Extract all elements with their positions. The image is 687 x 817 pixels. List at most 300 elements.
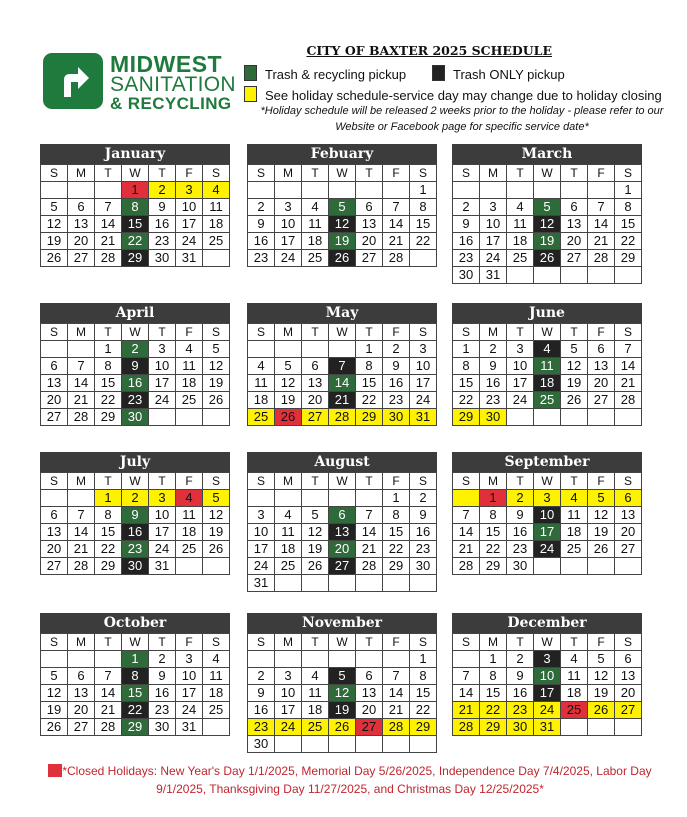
weekday-header: T	[149, 634, 176, 651]
day-cell: 18	[302, 233, 329, 250]
week-row	[248, 216, 437, 233]
weekday-header: F	[176, 473, 203, 490]
day-cell: 19	[302, 541, 329, 558]
day-cell: 26	[203, 541, 230, 558]
week-row	[248, 575, 437, 592]
day-cell: 12	[329, 216, 356, 233]
day-cell: 30	[453, 267, 480, 284]
empty-cell	[534, 267, 561, 284]
weekday-header: F	[588, 473, 615, 490]
empty-cell	[68, 651, 95, 668]
day-cell: 7	[383, 668, 410, 685]
day-cell: 7	[329, 358, 356, 375]
day-cell: 15	[480, 685, 507, 702]
day-cell: 18	[275, 541, 302, 558]
weekday-header: M	[68, 324, 95, 341]
day-cell: 16	[480, 375, 507, 392]
day-cell: 1	[480, 651, 507, 668]
day-cell: 17	[176, 216, 203, 233]
legend-black	[432, 65, 565, 82]
day-cell: 18	[561, 685, 588, 702]
empty-cell	[41, 182, 68, 199]
empty-cell	[480, 182, 507, 199]
day-cell: 15	[383, 524, 410, 541]
day-cell: 16	[149, 216, 176, 233]
week-row	[41, 524, 230, 541]
weekday-header: S	[453, 324, 480, 341]
weekday-header: T	[95, 165, 122, 182]
day-cell: 12	[561, 358, 588, 375]
day-cell: 8	[615, 199, 642, 216]
empty-cell	[410, 736, 437, 753]
day-cell: 20	[41, 392, 68, 409]
day-cell: 3	[149, 341, 176, 358]
empty-cell	[507, 267, 534, 284]
legend-yellow-label: See holiday schedule-service day may change due to holiday closing	[265, 88, 662, 103]
day-cell: 11	[561, 668, 588, 685]
weekday-header: S	[615, 324, 642, 341]
month-title: November	[247, 613, 437, 633]
company-logo	[42, 51, 236, 114]
day-cell: 1	[95, 341, 122, 358]
week-row	[41, 392, 230, 409]
month-febuary	[247, 144, 437, 267]
weekday-header: M	[68, 634, 95, 651]
day-cell: 2	[122, 341, 149, 358]
day-cell: 10	[176, 199, 203, 216]
day-cell: 19	[588, 524, 615, 541]
week-row	[453, 267, 642, 284]
month-june	[452, 303, 642, 426]
day-cell: 13	[329, 524, 356, 541]
weekday-header: T	[561, 165, 588, 182]
week-row	[248, 524, 437, 541]
day-cell: 19	[41, 233, 68, 250]
day-cell: 12	[41, 685, 68, 702]
day-cell: 20	[41, 541, 68, 558]
weekday-header: M	[275, 634, 302, 651]
day-cell: 19	[588, 685, 615, 702]
empty-cell	[203, 558, 230, 575]
day-cell: 1	[615, 182, 642, 199]
day-cell: 21	[95, 233, 122, 250]
empty-cell	[561, 267, 588, 284]
week-row	[453, 233, 642, 250]
day-cell: 10	[149, 358, 176, 375]
day-cell: 26	[534, 250, 561, 267]
day-cell: 2	[149, 182, 176, 199]
day-cell: 7	[453, 507, 480, 524]
week-row	[41, 719, 230, 736]
day-cell: 18	[248, 392, 275, 409]
day-cell: 25	[176, 541, 203, 558]
day-cell: 4	[176, 341, 203, 358]
empty-cell	[248, 182, 275, 199]
empty-cell	[534, 558, 561, 575]
day-cell: 28	[356, 558, 383, 575]
day-cell: 9	[410, 507, 437, 524]
empty-cell	[176, 409, 203, 426]
day-cell: 22	[410, 702, 437, 719]
empty-cell	[95, 182, 122, 199]
month-may	[247, 303, 437, 426]
day-cell: 22	[122, 702, 149, 719]
day-cell: 11	[275, 524, 302, 541]
day-cell: 4	[302, 199, 329, 216]
week-row	[453, 524, 642, 541]
day-cell: 5	[329, 199, 356, 216]
day-cell: 1	[480, 490, 507, 507]
month-title: September	[452, 452, 642, 472]
day-cell: 6	[356, 668, 383, 685]
day-cell: 21	[453, 702, 480, 719]
day-cell: 3	[149, 490, 176, 507]
day-cell: 5	[203, 341, 230, 358]
day-cell: 24	[275, 250, 302, 267]
day-cell: 28	[453, 558, 480, 575]
day-cell: 22	[615, 233, 642, 250]
week-row	[453, 668, 642, 685]
day-cell: 20	[356, 233, 383, 250]
empty-cell	[453, 651, 480, 668]
green-swatch	[244, 65, 257, 81]
week-row	[453, 558, 642, 575]
day-cell: 24	[410, 392, 437, 409]
month-title: Febuary	[247, 144, 437, 164]
weekday-header: T	[356, 324, 383, 341]
day-cell: 2	[383, 341, 410, 358]
day-cell: 19	[41, 702, 68, 719]
day-cell: 17	[275, 702, 302, 719]
day-cell: 26	[561, 392, 588, 409]
weekday-header: M	[480, 473, 507, 490]
page-title: CITY OF BAXTER 2025 SCHEDULE	[306, 43, 552, 58]
day-cell: 19	[329, 233, 356, 250]
day-cell: 9	[507, 668, 534, 685]
day-cell: 8	[95, 358, 122, 375]
weekday-header: W	[122, 324, 149, 341]
week-row	[453, 719, 642, 736]
weekday-header: T	[95, 634, 122, 651]
weekday-header: T	[507, 165, 534, 182]
day-cell: 23	[480, 392, 507, 409]
month-title: January	[40, 144, 230, 164]
weekday-header: W	[534, 324, 561, 341]
day-cell: 13	[615, 668, 642, 685]
day-cell: 5	[302, 507, 329, 524]
day-cell: 24	[149, 541, 176, 558]
empty-cell	[356, 182, 383, 199]
weekday-header: S	[615, 165, 642, 182]
empty-cell	[410, 575, 437, 592]
week-row	[248, 507, 437, 524]
week-row	[453, 216, 642, 233]
day-cell: 22	[356, 392, 383, 409]
day-cell: 20	[329, 541, 356, 558]
weekday-header: M	[275, 473, 302, 490]
day-cell: 8	[480, 668, 507, 685]
yellow-swatch	[244, 86, 257, 102]
day-cell: 14	[588, 216, 615, 233]
day-cell: 11	[176, 507, 203, 524]
day-cell: 22	[480, 541, 507, 558]
day-cell: 2	[248, 199, 275, 216]
day-cell: 28	[329, 409, 356, 426]
weekday-header: S	[203, 473, 230, 490]
day-cell: 16	[248, 702, 275, 719]
empty-cell	[41, 490, 68, 507]
week-row	[453, 685, 642, 702]
day-cell: 9	[248, 685, 275, 702]
weekday-header: M	[275, 165, 302, 182]
day-cell: 26	[275, 409, 302, 426]
day-cell: 27	[356, 719, 383, 736]
empty-cell	[588, 409, 615, 426]
empty-cell	[383, 182, 410, 199]
day-cell: 19	[534, 233, 561, 250]
week-row	[248, 719, 437, 736]
day-cell: 14	[383, 216, 410, 233]
day-cell: 28	[383, 250, 410, 267]
day-cell: 27	[561, 250, 588, 267]
day-cell: 7	[95, 668, 122, 685]
empty-cell	[356, 651, 383, 668]
day-cell: 24	[534, 541, 561, 558]
day-cell: 8	[122, 199, 149, 216]
month-september	[452, 452, 642, 575]
empty-cell	[561, 409, 588, 426]
weekday-header: F	[383, 634, 410, 651]
weekday-header: M	[68, 165, 95, 182]
black-swatch	[432, 65, 445, 81]
week-row	[453, 199, 642, 216]
day-cell: 24	[149, 392, 176, 409]
day-cell: 22	[95, 541, 122, 558]
day-cell: 2	[480, 341, 507, 358]
day-cell: 10	[176, 668, 203, 685]
weekday-header: F	[383, 165, 410, 182]
day-cell: 18	[561, 524, 588, 541]
day-cell: 11	[534, 358, 561, 375]
day-cell: 18	[176, 375, 203, 392]
day-cell: 25	[534, 392, 561, 409]
empty-cell	[356, 575, 383, 592]
day-cell: 21	[383, 702, 410, 719]
day-cell: 30	[410, 558, 437, 575]
day-cell: 31	[176, 250, 203, 267]
day-cell: 16	[453, 233, 480, 250]
week-row	[248, 490, 437, 507]
day-cell: 16	[122, 524, 149, 541]
weekday-header: T	[302, 165, 329, 182]
empty-cell	[329, 575, 356, 592]
empty-cell	[302, 490, 329, 507]
legend-yellow	[244, 86, 662, 103]
day-cell: 12	[275, 375, 302, 392]
day-cell: 13	[356, 216, 383, 233]
month-november	[247, 613, 437, 753]
weekday-header: M	[275, 324, 302, 341]
weekday-header: F	[176, 165, 203, 182]
day-cell: 21	[615, 375, 642, 392]
day-cell: 24	[534, 702, 561, 719]
weekday-header: S	[248, 473, 275, 490]
day-cell: 14	[453, 685, 480, 702]
day-cell: 29	[453, 409, 480, 426]
empty-cell	[95, 651, 122, 668]
day-cell: 12	[588, 668, 615, 685]
day-cell: 1	[410, 651, 437, 668]
week-row	[248, 541, 437, 558]
weekday-header: T	[356, 473, 383, 490]
day-cell: 23	[453, 250, 480, 267]
week-row	[248, 341, 437, 358]
logo-arrow-icon	[42, 52, 104, 110]
week-row	[248, 668, 437, 685]
empty-cell	[615, 719, 642, 736]
day-cell: 25	[507, 250, 534, 267]
empty-cell	[203, 719, 230, 736]
day-cell: 30	[507, 558, 534, 575]
day-cell: 25	[176, 392, 203, 409]
day-cell: 24	[480, 250, 507, 267]
day-cell: 25	[203, 702, 230, 719]
day-cell: 29	[383, 558, 410, 575]
day-cell: 26	[41, 250, 68, 267]
empty-cell	[302, 341, 329, 358]
day-cell: 27	[68, 250, 95, 267]
day-cell: 14	[95, 216, 122, 233]
day-cell: 27	[356, 250, 383, 267]
day-cell: 16	[149, 685, 176, 702]
day-cell: 14	[329, 375, 356, 392]
day-cell: 7	[356, 507, 383, 524]
weekday-header: W	[122, 473, 149, 490]
day-cell: 28	[95, 719, 122, 736]
month-october	[40, 613, 230, 736]
day-cell: 19	[203, 524, 230, 541]
weekday-header: S	[248, 324, 275, 341]
weekday-header: F	[176, 634, 203, 651]
weekday-header: W	[329, 634, 356, 651]
day-cell: 2	[453, 199, 480, 216]
day-cell: 17	[410, 375, 437, 392]
day-cell: 11	[176, 358, 203, 375]
week-row	[41, 668, 230, 685]
day-cell: 31	[149, 558, 176, 575]
week-row	[248, 392, 437, 409]
empty-cell	[275, 341, 302, 358]
weekday-header: S	[410, 324, 437, 341]
empty-cell	[507, 182, 534, 199]
weekday-header: F	[176, 324, 203, 341]
red-swatch	[48, 764, 62, 777]
day-cell: 14	[615, 358, 642, 375]
day-cell: 26	[302, 558, 329, 575]
week-row	[453, 490, 642, 507]
empty-cell	[302, 736, 329, 753]
day-cell: 20	[356, 702, 383, 719]
empty-cell	[561, 182, 588, 199]
week-row	[248, 358, 437, 375]
day-cell: 9	[122, 507, 149, 524]
day-cell: 28	[68, 558, 95, 575]
day-cell: 13	[41, 524, 68, 541]
day-cell: 29	[410, 719, 437, 736]
day-cell: 2	[149, 651, 176, 668]
day-cell: 9	[149, 668, 176, 685]
empty-cell	[41, 341, 68, 358]
day-cell: 15	[480, 524, 507, 541]
month-title: May	[247, 303, 437, 323]
empty-cell	[329, 341, 356, 358]
day-cell: 25	[302, 719, 329, 736]
weekday-header: W	[122, 634, 149, 651]
month-title: June	[452, 303, 642, 323]
month-july	[40, 452, 230, 575]
day-cell: 16	[507, 524, 534, 541]
day-cell: 4	[561, 651, 588, 668]
weekday-header: S	[410, 165, 437, 182]
month-title: April	[40, 303, 230, 323]
legend-green-label: Trash & recycling pickup	[265, 67, 407, 82]
empty-cell	[615, 267, 642, 284]
day-cell: 30	[507, 719, 534, 736]
day-cell: 3	[176, 182, 203, 199]
weekday-header: T	[149, 324, 176, 341]
day-cell: 6	[615, 651, 642, 668]
day-cell: 23	[248, 250, 275, 267]
weekday-header: F	[588, 165, 615, 182]
day-cell: 26	[588, 541, 615, 558]
weekday-header: T	[356, 165, 383, 182]
day-cell: 10	[248, 524, 275, 541]
weekday-header: T	[95, 324, 122, 341]
day-cell: 25	[203, 233, 230, 250]
day-cell: 27	[41, 558, 68, 575]
week-row	[41, 702, 230, 719]
day-cell: 14	[68, 375, 95, 392]
weekday-header: M	[480, 165, 507, 182]
empty-cell	[588, 267, 615, 284]
day-cell: 17	[149, 375, 176, 392]
weekday-header: F	[383, 324, 410, 341]
week-row	[41, 216, 230, 233]
day-cell: 11	[302, 685, 329, 702]
day-cell: 20	[68, 702, 95, 719]
day-cell: 2	[122, 490, 149, 507]
empty-cell	[615, 409, 642, 426]
day-cell: 13	[68, 685, 95, 702]
empty-cell	[356, 736, 383, 753]
day-cell: 12	[203, 358, 230, 375]
day-cell: 23	[507, 702, 534, 719]
day-cell: 25	[561, 702, 588, 719]
day-cell: 17	[149, 524, 176, 541]
weekday-header: W	[534, 165, 561, 182]
day-cell: 18	[203, 685, 230, 702]
week-row	[453, 341, 642, 358]
weekday-header: S	[41, 324, 68, 341]
day-cell: 11	[248, 375, 275, 392]
day-cell: 8	[480, 507, 507, 524]
week-row	[453, 182, 642, 199]
day-cell: 30	[480, 409, 507, 426]
day-cell: 7	[68, 507, 95, 524]
day-cell: 4	[275, 507, 302, 524]
empty-cell	[534, 182, 561, 199]
day-cell: 21	[588, 233, 615, 250]
